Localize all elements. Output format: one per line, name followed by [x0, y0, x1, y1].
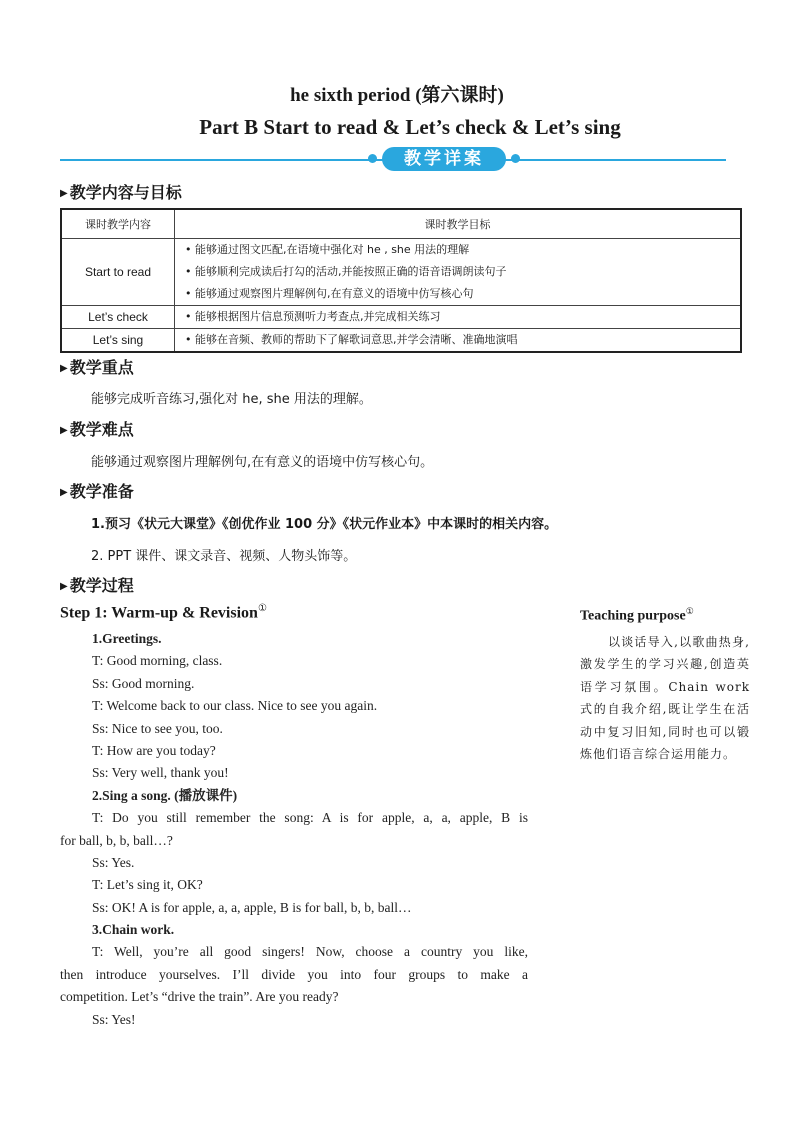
preparation-item: 2. PPT 课件、课文录音、视频、人物头饰等。 [91, 549, 357, 564]
goal-line: • 能够根据图片信息预测听力考查点,并完成相关练习 [185, 310, 441, 323]
dialogue-line: T: Well, you’re all good singers! Now, choose a country you like, [92, 944, 528, 960]
dialogue-line: Ss: Nice to see you, too. [92, 720, 223, 736]
dialogue-line: then introduce yourselves. I’ll divide you into four groups to make a [60, 966, 528, 982]
page-subtitle: Part B Start to read & Let’s check & Let’s sing [199, 115, 621, 139]
step1-body [60, 628, 528, 1031]
dialogue-line: for ball, b, b, ball…? [60, 832, 173, 848]
table-cell-item: Let’s sing [61, 329, 175, 353]
footnote-mark: ① [257, 603, 267, 614]
triangle-icon: ▶ [60, 487, 68, 498]
heading-preparation: ▶ 教学准备 [60, 482, 134, 501]
triangle-icon: ▶ [60, 188, 68, 199]
teaching-purpose-sidebar [580, 606, 750, 766]
step-subheading: 1.Greetings. [92, 631, 162, 646]
step-subheading: 3.Chain work. [92, 922, 175, 938]
sidebar-text: 以谈话导入,以歌曲热身,激发学生的学习兴趣,创造英语学习氛围。Chain work 式的自我介绍,既让学生在活动中复习旧知,同时也可以锻炼他们语言综合运用能力。 [580, 634, 750, 762]
table-row [61, 329, 741, 353]
banner-dot-left [368, 154, 377, 163]
table-cell-goals [175, 239, 742, 306]
goal-line: • 能够通过图文匹配,在语境中强化对 he , she 用法的理解 [185, 243, 470, 256]
table-row [61, 306, 741, 329]
section-banner [60, 146, 726, 174]
page-title: he sixth period (第六课时) [290, 85, 504, 106]
banner-dot-right [511, 154, 520, 163]
goal-line: • 能够顺利完成读后打勾的活动,并能按照正确的语音语调朗读句子 [185, 265, 507, 278]
table-cell-goals [175, 306, 742, 329]
preparation-item: 1.预习《状元大课堂》《创优作业 100 分》《状元作业本》中本课时的相关内容。 [91, 517, 558, 532]
triangle-icon: ▶ [60, 581, 68, 592]
dialogue-line: Ss: Very well, thank you! [92, 765, 229, 781]
step1-title: Step 1: Warm-up & Revision① [60, 603, 267, 622]
difficult-points-text: 能够通过观察图片理解例句,在有意义的语境中仿写核心句。 [91, 455, 434, 470]
dialogue-line: Ss: OK! A is for apple, a, a, apple, B is for ball, b, b, ball… [92, 899, 412, 915]
table-header-content: 课时教学内容 [61, 209, 175, 239]
heading-difficult-points: ▶ 教学难点 [60, 420, 134, 439]
dialogue-line: T: Do you still remember the song: A is for apple, a, a, apple, B is [92, 810, 528, 826]
sidebar-title: Teaching purpose① [580, 606, 694, 624]
goal-line: • 能够通过观察图片理解例句,在有意义的语境中仿写核心句 [185, 287, 474, 300]
triangle-icon: ▶ [60, 425, 68, 436]
dialogue-line: T: Let’s sing it, OK? [92, 877, 203, 893]
goals-table [60, 208, 742, 353]
heading-key-points: ▶ 教学重点 [60, 358, 134, 377]
dialogue-line: T: Welcome back to our class. Nice to see you again. [92, 698, 378, 714]
table-cell-goals [175, 329, 742, 353]
dialogue-line: Ss: Yes! [92, 1011, 136, 1027]
table-header-row [61, 209, 741, 239]
table-cell-item: Start to read [61, 239, 175, 306]
dialogue-line: T: Good morning, class. [92, 653, 223, 669]
step-subheading: 2.Sing a song. (播放课件) [92, 787, 238, 803]
banner-label: 教学详案 [382, 147, 506, 171]
table-cell-item: Let’s check [61, 306, 175, 329]
dialogue-line: Ss: Good morning. [92, 675, 195, 691]
heading-content-goals: ▶ 教学内容与目标 [60, 183, 182, 202]
table-row [61, 239, 741, 306]
dialogue-line: Ss: Yes. [92, 854, 135, 870]
dialogue-line: competition. Let’s “drive the train”. Are you ready? [60, 989, 339, 1005]
key-points-text: 能够完成听音练习,强化对 he, she 用法的理解。 [91, 392, 372, 407]
goal-line: • 能够在音频、教师的帮助下了解歌词意思,并学会清晰、准确地演唱 [185, 333, 518, 346]
heading-process: ▶ 教学过程 [60, 576, 134, 595]
dialogue-line: T: How are you today? [92, 742, 216, 758]
table-header-goals: 课时教学目标 [175, 209, 742, 239]
footnote-mark: ① [685, 606, 694, 616]
triangle-icon: ▶ [60, 363, 68, 374]
